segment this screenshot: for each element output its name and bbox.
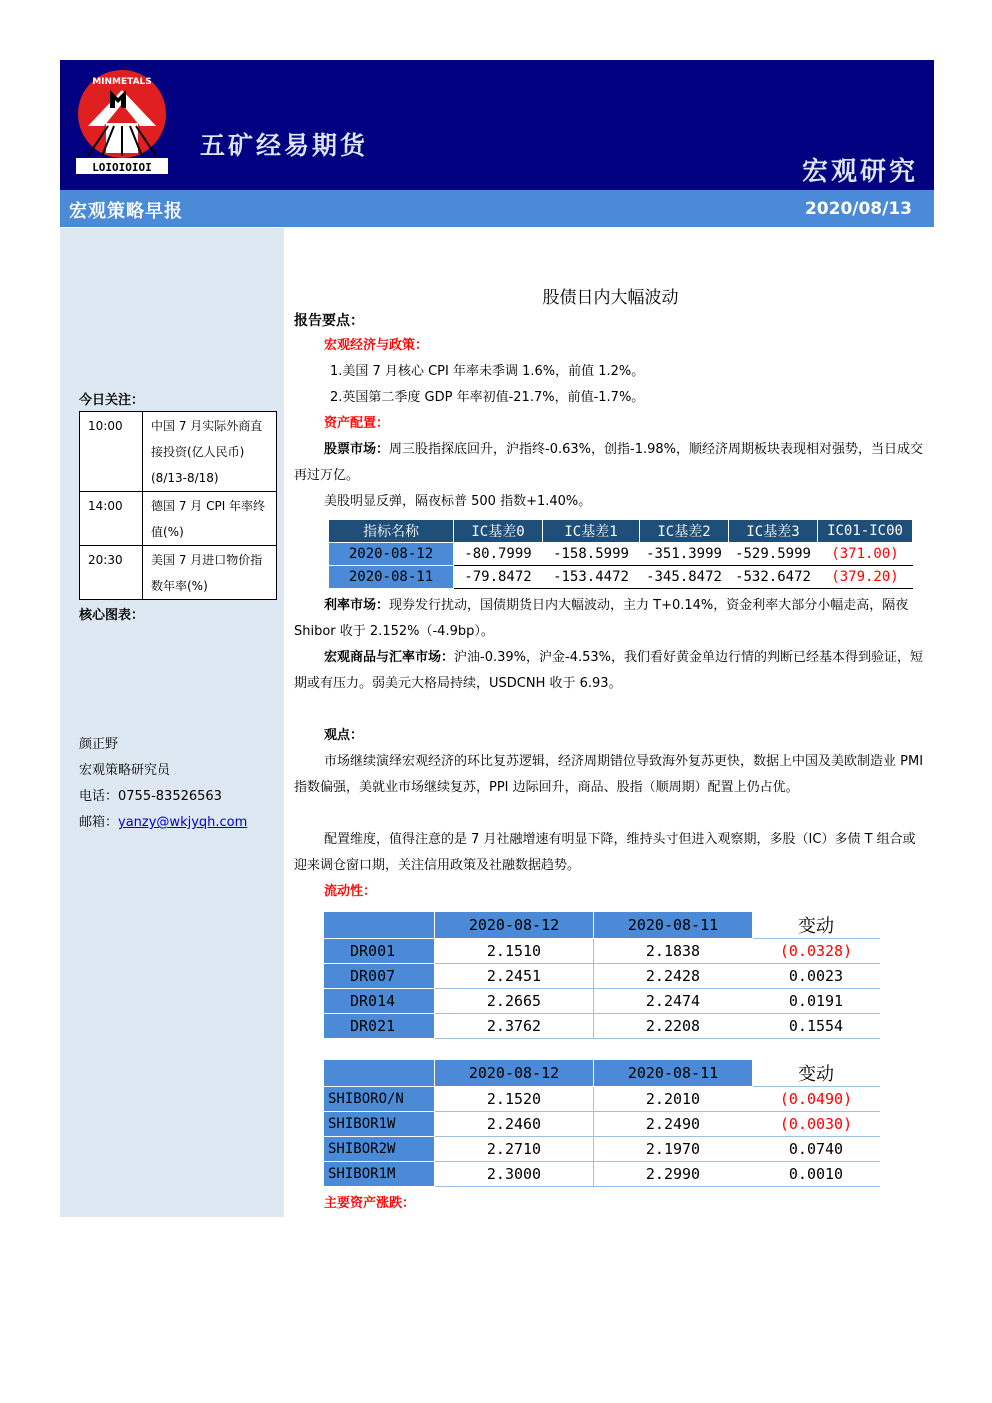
dr-tenor: DR014: [324, 989, 435, 1014]
basis-cell: -351.3999: [640, 543, 729, 566]
shibor-change: (0.0490): [753, 1087, 880, 1112]
basis-header: IC基差3: [729, 520, 818, 543]
shibor-value: 2.2010: [594, 1087, 753, 1112]
basis-cell: -529.5999: [729, 543, 818, 566]
shibor-row: [324, 1087, 880, 1112]
dr-change: 0.1554: [753, 1014, 880, 1039]
shibor-header: 2020-08-12: [435, 1060, 594, 1087]
company-name: 五矿经易期货: [200, 131, 369, 160]
dr-value: 2.3762: [435, 1014, 594, 1039]
dr-row: [324, 939, 880, 964]
basis-cell: -153.4472: [543, 566, 640, 589]
dr-row: [324, 964, 880, 989]
agenda-time: 14:00: [80, 492, 143, 546]
rates-text: 现券发行扰动，国债期货日内大幅波动，主力 T+0.14%，资金利率大部分小幅走高，隔夜 Shibor 收于 2.152%（-4.9bp）。: [294, 598, 909, 639]
basis-spread: (371.00): [818, 543, 913, 566]
dr-value: 2.2451: [435, 964, 594, 989]
dr-change: 0.0023: [753, 964, 880, 989]
agenda-row: [80, 412, 277, 492]
shibor-rate-table: [323, 1059, 880, 1187]
shibor-tenor: SHIBORO/N: [324, 1087, 435, 1112]
report-date: 2020/08/13: [804, 199, 912, 219]
basis-header: IC基差2: [640, 520, 729, 543]
section-label: 宏观研究: [801, 157, 918, 187]
today-focus-label: 今日关注：: [79, 393, 145, 408]
basis-header: IC01-IC00: [818, 520, 913, 543]
view-label: 观点：: [324, 728, 364, 743]
basis-table: [328, 519, 913, 589]
asset-heading: 资产配置：: [324, 416, 390, 431]
assets-heading: 主要资产涨跌：: [324, 1196, 416, 1211]
shibor-value: 2.1970: [594, 1137, 753, 1162]
dr-header-row: [324, 912, 880, 939]
shibor-change: 0.0740: [753, 1137, 880, 1162]
shibor-value: 2.2710: [435, 1137, 594, 1162]
rates-label: 利率市场：: [324, 598, 390, 613]
basis-cell: -532.6472: [729, 566, 818, 589]
dr-change: (0.0328): [753, 939, 880, 964]
dr-tenor: DR007: [324, 964, 435, 989]
basis-header: IC基差1: [543, 520, 640, 543]
shibor-value: 2.2490: [594, 1112, 753, 1137]
basis-row: [329, 543, 913, 566]
equity-text: 周三股指探底回升，沪指终-0.63%，创指-1.98%，顺经济周期板块表现相对强势，当日成交再过万亿。: [294, 442, 923, 483]
subheader-bar: [60, 190, 934, 227]
basis-date: 2020-08-11: [329, 566, 454, 589]
author-title: 宏观策略研究员: [79, 763, 171, 778]
dr-value: 2.2474: [594, 989, 753, 1014]
macro-item: 2.英国第二季度 GDP 年率初值-21.7%，前值-1.7%。: [330, 390, 645, 405]
dr-value: 2.1838: [594, 939, 753, 964]
view-paragraph-1: 市场继续演绎宏观经济的环比复苏逻辑，经济周期错位导致海外复苏更快，数据上中国及美欧制造业 PMI 指数偏强，美就业市场继续复苏，PPI 边际回升，商品、股指（顺周期）配置上仍占优。: [294, 754, 924, 795]
shibor-tenor: SHIBOR1W: [324, 1112, 435, 1137]
svg-text:LOIOIOIOI: LOIOIOIOI: [92, 161, 152, 174]
shibor-header: 2020-08-11: [594, 1060, 753, 1087]
dr-row: [324, 1014, 880, 1039]
email-link[interactable]: yanzy@wkjyqh.com: [118, 815, 248, 830]
agenda-event: 德国 7 月 CPI 年率终值(%): [143, 492, 277, 546]
agenda-event: 中国 7 月实际外商直接投资(亿人民币)(8/13-8/18): [143, 412, 277, 492]
shibor-change: 0.0010: [753, 1162, 880, 1187]
shibor-value: 2.3000: [435, 1162, 594, 1187]
us-equity-text: 美股明显反弹，隔夜标普 500 指数+1.40%。: [324, 494, 592, 509]
shibor-value: 2.2460: [435, 1112, 594, 1137]
shibor-change: (0.0030): [753, 1112, 880, 1137]
commodity-text: 沪油-0.39%，沪金-4.53%，我们看好黄金单边行情的判断已经基本得到验证，短期或有压力。弱美元大格局持续，USDCNH 收于 6.93。: [294, 650, 923, 691]
shibor-tenor: SHIBOR1M: [324, 1162, 435, 1187]
basis-cell: -79.8472: [454, 566, 543, 589]
dr-row: [324, 989, 880, 1014]
agenda-event: 美国 7 月进口物价指数年率(%): [143, 546, 277, 600]
svg-text:MINMETALS: MINMETALS: [92, 77, 152, 87]
basis-row: [329, 566, 913, 589]
dr-value: 2.2208: [594, 1014, 753, 1039]
dr-header-blank: [324, 912, 435, 939]
report-title: 股债日内大幅波动: [542, 288, 679, 308]
commodity-label: 宏观商品与汇率市场：: [324, 650, 455, 665]
summary-label: 报告要点：: [294, 313, 364, 329]
dr-header: 2020-08-12: [435, 912, 594, 939]
dr-tenor: DR021: [324, 1014, 435, 1039]
dr-value: 2.2665: [435, 989, 594, 1014]
basis-header: 指标名称: [329, 520, 454, 543]
shibor-value: 2.1520: [435, 1087, 594, 1112]
shibor-row: [324, 1162, 880, 1187]
basis-cell: -158.5999: [543, 543, 640, 566]
dr-rate-table: [323, 911, 880, 1064]
basis-spread: (379.20): [818, 566, 913, 589]
agenda-time: 10:00: [80, 412, 143, 492]
agenda-row: [80, 492, 277, 546]
equity-paragraph: [294, 437, 927, 489]
author-phone: 电话：0755-83526563: [79, 789, 222, 804]
equity-label: 股票市场：: [324, 442, 390, 457]
shibor-tenor: SHIBOR2W: [324, 1137, 435, 1162]
shibor-value: 2.2990: [594, 1162, 753, 1187]
macro-item: 1.美国 7 月核心 CPI 年率未季调 1.6%，前值 1.2%。: [330, 364, 645, 379]
core-charts-label: 核心图表：: [79, 608, 145, 623]
agenda-time: 20:30: [80, 546, 143, 600]
rates-paragraph: [294, 593, 927, 645]
report-type: 宏观策略早报: [69, 201, 183, 222]
shibor-header-row: [324, 1060, 880, 1087]
shibor-header-change: 变动: [753, 1060, 880, 1087]
dr-header: 2020-08-11: [594, 912, 753, 939]
dr-tenor: DR001: [324, 939, 435, 964]
basis-header: IC基差0: [454, 520, 543, 543]
commodity-paragraph: [294, 645, 927, 697]
basis-cell: -345.8472: [640, 566, 729, 589]
email-label: 邮箱：: [79, 815, 119, 830]
shibor-header-blank: [324, 1060, 435, 1087]
macro-heading: 宏观经济与政策：: [324, 338, 429, 353]
author-name: 颜正野: [79, 737, 119, 752]
dr-value: 2.2428: [594, 964, 753, 989]
liquidity-heading: 流动性：: [324, 884, 377, 899]
dr-value: 2.1510: [435, 939, 594, 964]
shibor-row: [324, 1112, 880, 1137]
view-paragraph-2: 配置维度，值得注意的是 7 月社融增速有明显下降，维持头寸但进入观察期，多股（IC）多债 T 组合或迎来调仓窗口期，关注信用政策及社融数据趋势。: [294, 832, 916, 873]
basis-date: 2020-08-12: [329, 543, 454, 566]
dr-change: 0.0191: [753, 989, 880, 1014]
basis-header-row: [329, 520, 913, 543]
basis-cell: -80.7999: [454, 543, 543, 566]
dr-header-change: 变动: [753, 912, 880, 939]
agenda-row: [80, 546, 277, 600]
minmetals-logo: [74, 68, 170, 176]
agenda-table: [79, 411, 277, 600]
sidebar: [60, 228, 284, 1217]
author-email-row: [79, 811, 247, 830]
shibor-row: [324, 1137, 880, 1162]
